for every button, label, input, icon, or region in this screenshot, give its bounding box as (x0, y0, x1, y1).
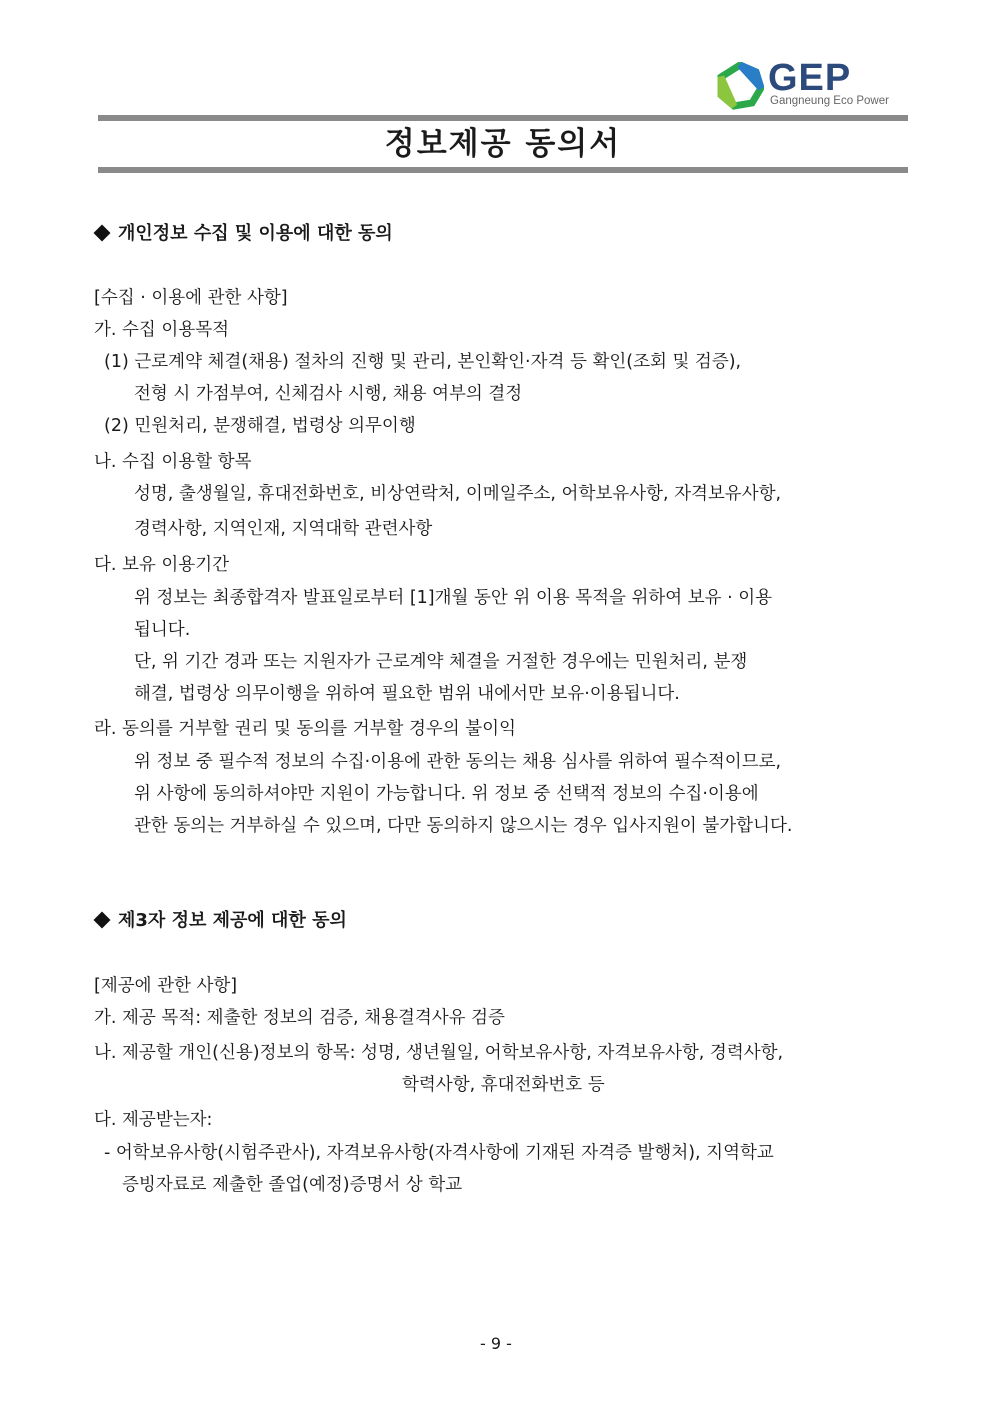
title-rule-bottom (98, 167, 908, 173)
item-c-label: 다. 보유 이용기간 (94, 555, 230, 575)
diamond-bullet-icon (94, 912, 111, 929)
item-c-line1: 위 정보는 최종합격자 발표일로부터 [1]개월 동안 위 이용 목적을 위하여 보유 · 이용 (134, 588, 773, 608)
item-d-line3: 관한 동의는 거부하실 수 있으며, 다만 동의하지 않으시는 경우 입사지원이 불가합니다. (134, 816, 793, 836)
item-a1-line1: (1) 근로계약 체결(채용) 절차의 진행 및 관리, 본인확인·자격 등 확인(조회 및 검증), (104, 352, 742, 372)
provide-item-b-line2: 학력사항, 휴대전화번호 등 (402, 1075, 605, 1095)
page-number: - 9 - (480, 1334, 512, 1353)
section1-subheading: [수집 · 이용에 관한 사항] (94, 288, 288, 308)
company-logo (716, 57, 898, 110)
provide-item-a: 가. 제공 목적: 제출한 정보의 검증, 채용결격사유 검증 (94, 1008, 505, 1028)
item-d-line2: 위 사항에 동의하셔야만 지원이 가능합니다. 위 정보 중 선택적 정보의 수집·이용에 (134, 784, 759, 804)
item-a1-line2: 전형 시 가점부여, 신체검사 시행, 채용 여부의 결정 (134, 384, 523, 404)
section2-heading: 제3자 정보 제공에 대한 동의 (92, 909, 347, 933)
provide-item-c-line1: - 어학보유사항(시험주관사), 자격보유사항(자격사항에 기재된 자격증 발행처), 지역학교 (104, 1143, 774, 1163)
item-a2: (2) 민원처리, 분쟁해결, 법령상 의무이행 (104, 416, 416, 436)
item-c-line3: 단, 위 기간 경과 또는 지원자가 근로계약 체결을 거절한 경우에는 민원처리, 분쟁 (134, 652, 748, 672)
item-d-label: 라. 동의를 거부할 권리 및 동의를 거부할 경우의 불이익 (94, 719, 516, 739)
provide-item-c-label: 다. 제공받는자: (94, 1110, 213, 1130)
item-d-line1: 위 정보 중 필수적 정보의 수집·이용에 관한 동의는 채용 심사를 위하여 필수적이므로, (134, 752, 782, 772)
section2-subheading: [제공에 관한 사항] (94, 976, 238, 996)
item-b-label: 나. 수집 이용할 항목 (94, 452, 252, 472)
item-b-line1: 성명, 출생월일, 휴대전화번호, 비상연락처, 이메일주소, 어학보유사항, 자격보유사항, (134, 484, 782, 504)
provide-item-c-line2: 증빙자료로 제출한 졸업(예정)증명서 상 학교 (122, 1175, 463, 1195)
item-c-line4: 해결, 법령상 의무이행을 위하여 필요한 범위 내에서만 보유·이용됩니다. (134, 684, 680, 704)
item-b-line2: 경력사항, 지역인재, 지역대학 관련사항 (134, 519, 433, 539)
item-c-line2: 됩니다. (134, 620, 191, 640)
section1-heading: 개인정보 수집 및 이용에 대한 동의 (92, 222, 393, 246)
item-a-label: 가. 수집 이용목적 (94, 320, 230, 340)
gep-emblem-icon (716, 62, 764, 110)
logo-tagline: Gangneung Eco Power (770, 95, 889, 107)
provide-item-b-line1: 나. 제공할 개인(신용)정보의 항목: 성명, 생년월일, 어학보유사항, 자격보유사항, 경력사항, (94, 1043, 784, 1063)
diamond-bullet-icon (94, 225, 111, 242)
page-title: 정보제공 동의서 (384, 126, 622, 162)
logo-brand-text: GEP (768, 57, 852, 99)
